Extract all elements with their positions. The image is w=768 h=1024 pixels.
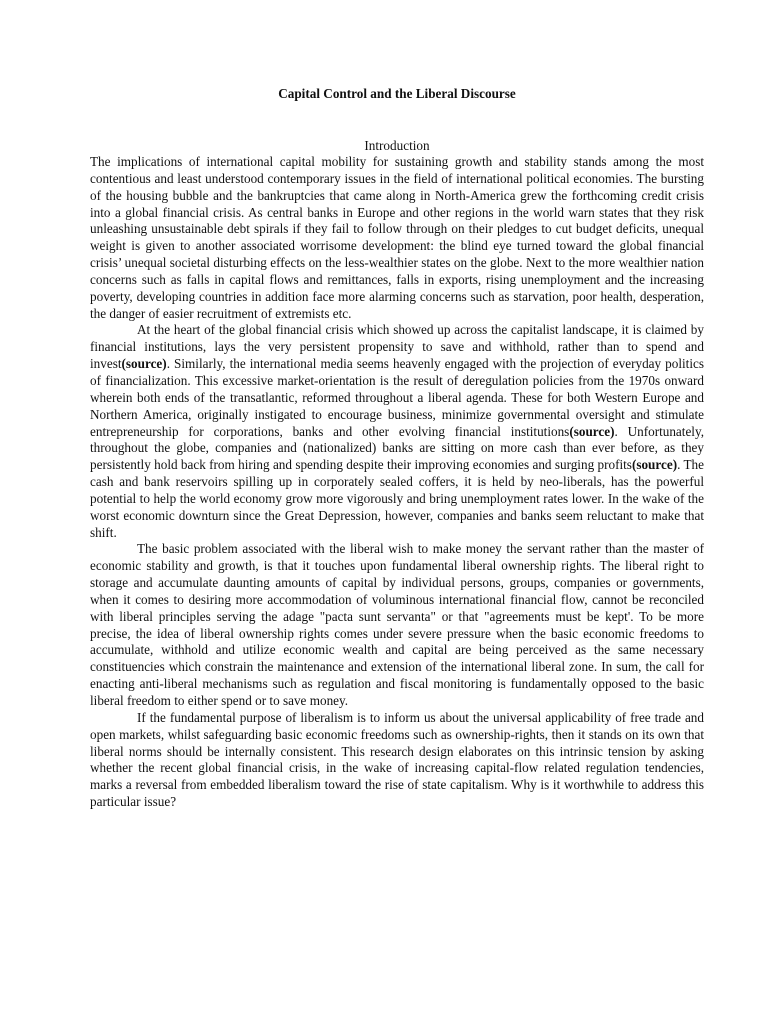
document-body <box>90 154 704 811</box>
document-title: Capital Control and the Liberal Discourse <box>278 86 516 101</box>
paragraph-4: If the fundamental purpose of liberalism is to inform us about the universal applicability of free trade and open markets, whilst safeguarding basic economic freedoms such as ownership-rights, then it stands on its own that liberal norms should be internally consistent. This research design elaborates on this intrinsic tension by asking whether the recent global financial crisis, in the wake of increasing capital-flow related regulation tendencies, marks a reversal from embedded liberalism toward the rise of state capitalism. Why is it worthwhile to address this particular issue? <box>90 709 704 810</box>
paragraph-2-text-4: . The cash and bank reservoirs spilling up in corporately sealed coffers, it is held by neo-liberals, has the powerful potential to help the world economy grow more vigorously and bring unemployment rates lower. In the wake of the worst economic downturn since the Great Depression, however, companies and banks seem reluctant to make that shift. <box>90 457 705 540</box>
paragraph-3: The basic problem associated with the liberal wish to make money the servant rather than the master of economic stability and growth, is that it touches upon fundamental liberal ownership rights. The liberal right to storage and accumulate daunting amounts of capital by individual persons, groups, companies or governments, when it comes to desiring more accommodation of voluminous international financial flow, cannot be reconciled with liberal principles serving the adage "pacta sunt servanta" or that "agreements must be kept'. To be more precise, the idea of liberal ownership rights comes under severe pressure when the basic economic freedoms to accumulate, withhold and utilize economic wealth and capital are being perceived as the same necessary constituencies which constrain the maintenance and extension of the international liberal zone. In sum, the call for enacting anti-liberal mechanisms such as regulation and fiscal monitoring is fundamentally opposed to the basic liberal freedom to either spend or to save money. <box>90 541 704 708</box>
paragraph-2-text-2: . Similarly, the international media seems heavenly engaged with the projection of everyday politics of financialization. This excessive market-orientation is the result of deregulation policies from the 1970s onward wherein both ends of the transatlantic, reformed throughout a liberal agenda. These for both Western Europe and Northern America, originally instigated to encourage business, minimize governmental oversight and stimulate entrepreneurship for corporations, banks and other evolving financial institutions <box>90 356 704 439</box>
paragraph-2-text-3: . Unfortunately, throughout the globe, companies and (nationalized) banks are sitting on more cash than ever before, as they persistently hold back from hiring and spending despite their improving economies and surging profits <box>90 423 704 473</box>
section-heading-introduction: Introduction <box>364 138 430 153</box>
paragraph-2-text-1: At the heart of the global financial crisis which showed up across the capitalist landscape, it is claimed by financial institutions, lays the very persistent propensity to save and withhold, rather than to spend and invest <box>90 322 704 372</box>
source-marker: (source) <box>121 356 167 372</box>
source-marker: (source) <box>631 457 678 473</box>
paragraph-2 <box>90 322 704 541</box>
paragraph-1: The implications of international capital mobility for sustaining growth and stability stands among the most contentious and least understood contemporary issues in the field of international political economies. The bursting of the housing bubble and the bankruptcies that came along in North-America grew the forthcoming credit crisis into a global financial crisis. As central banks in Europe and other regions in the world warn states that they risk unleashing unsustainable debt spirals if they fail to follow through on their pledges to cut budget deficits, unequal weight is given to another associated worrisome development: the blind eye turned toward the global financial crisis’ unequal societal disturbing effects on the less-wealthier states on the globe. Next to the more wealthier nation concerns such as falls in capital flows and remittances, falls in exports, rising unemployment and the increasing poverty, developing countries in addition face more alarming concerns such as starvation, poor health, desperation, the danger of easier recruitment of extremists etc. <box>90 154 704 321</box>
source-marker: (source) <box>569 423 615 439</box>
